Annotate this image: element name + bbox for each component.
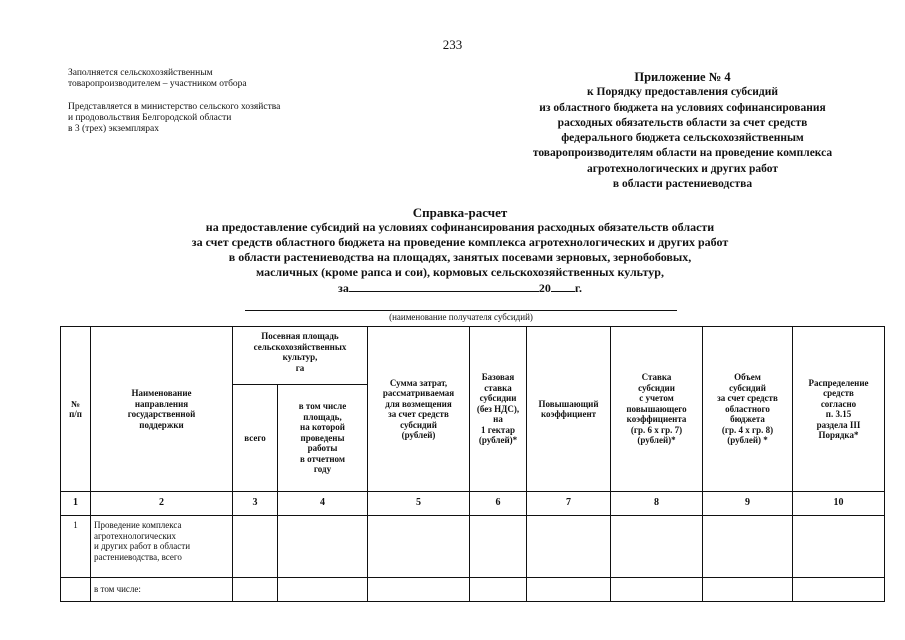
column-number: 6 — [470, 492, 527, 516]
header-num: № п/п — [61, 327, 91, 492]
header-area-worked: в том числе площадь, на которой проведены работы в отчетном году — [278, 385, 368, 492]
document-title: Справка-расчет на предоставление субсидий на условиях софинансирования расходных обязательств области за счет средств областного бюджета на проведение комплекса агротехнологических и других работ в области растениеводства на площадях, занятых посевами зерновых, зернобобовых, масличных (кроме рапса и сои), кормовых сельскохозяйственных культур, за 20 г. — [160, 205, 760, 296]
table-row — [61, 516, 885, 578]
recipient-caption: (наименование получателя субсидий) — [389, 312, 533, 322]
empty-cell — [703, 578, 793, 602]
row-number — [61, 578, 91, 602]
empty-cell — [611, 578, 703, 602]
column-number: 1 — [61, 492, 91, 516]
column-number: 8 — [611, 492, 703, 516]
header-costs: Сумма затрат, рассматриваемая для возмещения за счет средств субсидий (рублей) — [368, 327, 470, 492]
column-number: 9 — [703, 492, 793, 516]
empty-cell — [278, 578, 368, 602]
empty-cell — [278, 516, 368, 578]
header-coefficient: Повышающий коэффициент — [527, 327, 611, 492]
period-blank — [349, 280, 539, 292]
empty-cell — [703, 516, 793, 578]
empty-cell — [611, 516, 703, 578]
empty-cell — [527, 578, 611, 602]
header-area-total: всего — [233, 385, 278, 492]
empty-cell — [368, 516, 470, 578]
column-number: 3 — [233, 492, 278, 516]
header-base-rate: Базовая ставка субсидии (без НДС), на 1 гектар (рублей)* — [470, 327, 527, 492]
column-number: 7 — [527, 492, 611, 516]
header-distribution: Распределение средств согласно п. 3.15 раздела III Порядка* — [793, 327, 885, 492]
row-name: в том числе: — [91, 578, 233, 602]
empty-cell — [233, 578, 278, 602]
recipient-line — [245, 310, 677, 311]
appendix-number: Приложение № 4 — [634, 70, 731, 84]
left-notes — [68, 68, 368, 147]
empty-cell — [793, 516, 885, 578]
column-number: 2 — [91, 492, 233, 516]
column-number: 5 — [368, 492, 470, 516]
table-row — [61, 578, 885, 602]
header-area: Посевная площадь сельскохозяйственных культур, га — [233, 327, 368, 385]
calculation-table — [60, 326, 885, 602]
submitted-to-note: Представляется в министерство сельского хозяйства и продовольствия Белгородской области в 3 (трех) экземплярах — [68, 102, 281, 134]
period-line: за 20 г. — [338, 281, 582, 295]
page-number: 233 — [442, 37, 463, 52]
empty-cell — [470, 578, 527, 602]
column-number: 10 — [793, 492, 885, 516]
title-main: Справка-расчет — [412, 205, 508, 220]
empty-cell — [527, 516, 611, 578]
empty-cell — [368, 578, 470, 602]
appendix-header: Приложение № 4 к Порядку предоставления субсидий из областного бюджета на условиях софинансирования расходных обязательств области за счет средств федерального бюджета сельскохозяйственным товаропроизводителям области на проведение комплекса агротехнологических и других работ в области растениеводства — [505, 70, 860, 192]
row-number: 1 — [61, 516, 91, 578]
row-name: Проведение комплекса агротехнологических и других работ в области растениеводства, всего — [91, 516, 233, 578]
header-rate-with-coef: Ставка субсидии с учетом повышающего коэффициента (гр. 6 х гр. 7) (рублей)* — [611, 327, 703, 492]
column-number: 4 — [278, 492, 368, 516]
header-direction: Наименование направления государственной поддержки — [91, 327, 233, 492]
column-numbers-row — [61, 492, 885, 516]
empty-cell — [233, 516, 278, 578]
year-blank — [551, 280, 575, 292]
filled-by-note: Заполняется сельскохозяйственным товаропроизводителем – участником отбора — [68, 68, 247, 89]
empty-cell — [793, 578, 885, 602]
empty-cell — [470, 516, 527, 578]
header-volume: Объем субсидий за счет средств областного бюджета (гр. 4 х гр. 8) (рублей) * — [703, 327, 793, 492]
